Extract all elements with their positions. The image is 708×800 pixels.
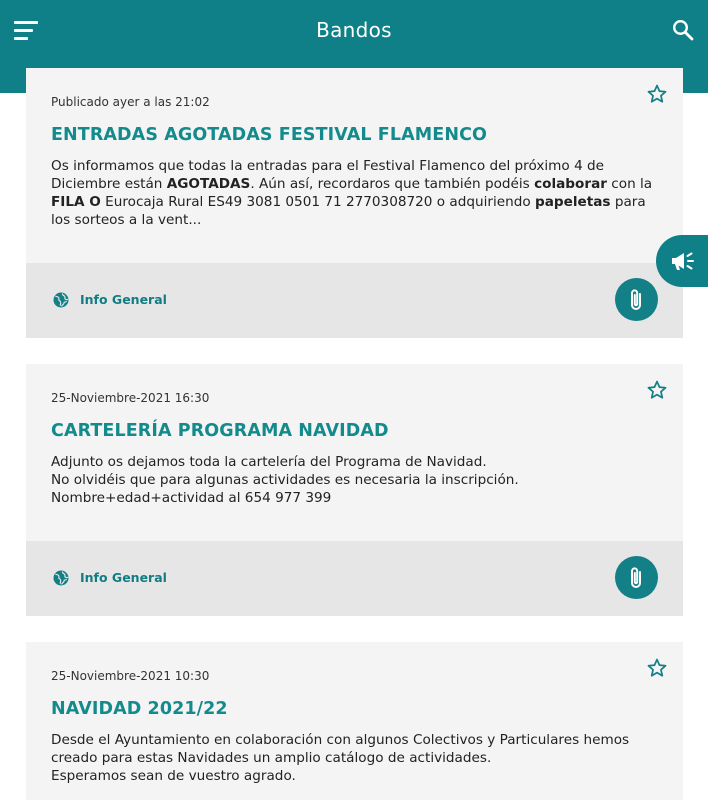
excerpt-bold: FILA O <box>51 194 101 210</box>
excerpt-text: . Aún así, recordaros que también podéis <box>250 176 535 192</box>
excerpt-bold: papeletas <box>535 194 611 210</box>
attachment-button[interactable] <box>615 556 658 599</box>
post-title[interactable]: ENTRADAS AGOTADAS FESTIVAL FLAMENCO <box>51 125 487 145</box>
post-date: 25-Noviembre-2021 16:30 <box>51 391 210 405</box>
globe-icon <box>52 569 70 587</box>
paperclip-icon <box>626 566 648 590</box>
megaphone-icon <box>670 250 696 272</box>
post-footer <box>26 263 683 338</box>
excerpt-text: para los sorteos a la vent... <box>51 194 646 228</box>
post-card[interactable] <box>26 68 683 338</box>
page-title: Bandos <box>316 18 392 42</box>
post-card[interactable] <box>26 364 683 616</box>
excerpt-bold: colaborar <box>534 176 607 192</box>
excerpt-text: Os informamos que todas la entradas para el Festival Flamenco del próximo 4 de Diciembre están <box>51 158 605 192</box>
post-card[interactable] <box>26 642 683 800</box>
excerpt-text: con la <box>606 176 653 192</box>
globe-icon <box>52 291 70 309</box>
post-date: Publicado ayer a las 21:02 <box>51 95 210 109</box>
favorite-star-icon[interactable] <box>646 657 668 679</box>
category-label[interactable]: Info General <box>80 570 167 585</box>
excerpt-text: Eurocaja Rural ES49 3081 0501 71 2770308720 o adquiriendo <box>100 194 535 210</box>
search-button[interactable] <box>672 19 694 41</box>
post-date: 25-Noviembre-2021 10:30 <box>51 669 210 683</box>
post-excerpt: Desde el Ayuntamiento en colaboración con algunos Colectivos y Particulares hemos creado para estas Navidades un amplio catálogo de actividades. Esperamos sean de vuestro agrado. <box>51 732 630 784</box>
excerpt-bold: AGOTADAS <box>166 176 251 192</box>
post-footer <box>26 541 683 616</box>
post-title[interactable]: NAVIDAD 2021/22 <box>51 699 228 719</box>
paperclip-icon <box>626 288 648 312</box>
announcements-button[interactable] <box>656 235 708 287</box>
post-excerpt: Adjunto os dejamos toda la cartelería del Programa de Navidad. No olvidéis que para algunas actividades es necesaria la inscripción. Nombre+edad+actividad al 654 977 399 <box>51 454 519 506</box>
post-excerpt <box>51 157 663 229</box>
favorite-star-icon[interactable] <box>646 83 668 105</box>
search-icon <box>672 19 694 41</box>
attachment-button[interactable] <box>615 278 658 321</box>
post-title[interactable]: CARTELERÍA PROGRAMA NAVIDAD <box>51 421 389 441</box>
category-label[interactable]: Info General <box>80 292 167 307</box>
favorite-star-icon[interactable] <box>646 379 668 401</box>
